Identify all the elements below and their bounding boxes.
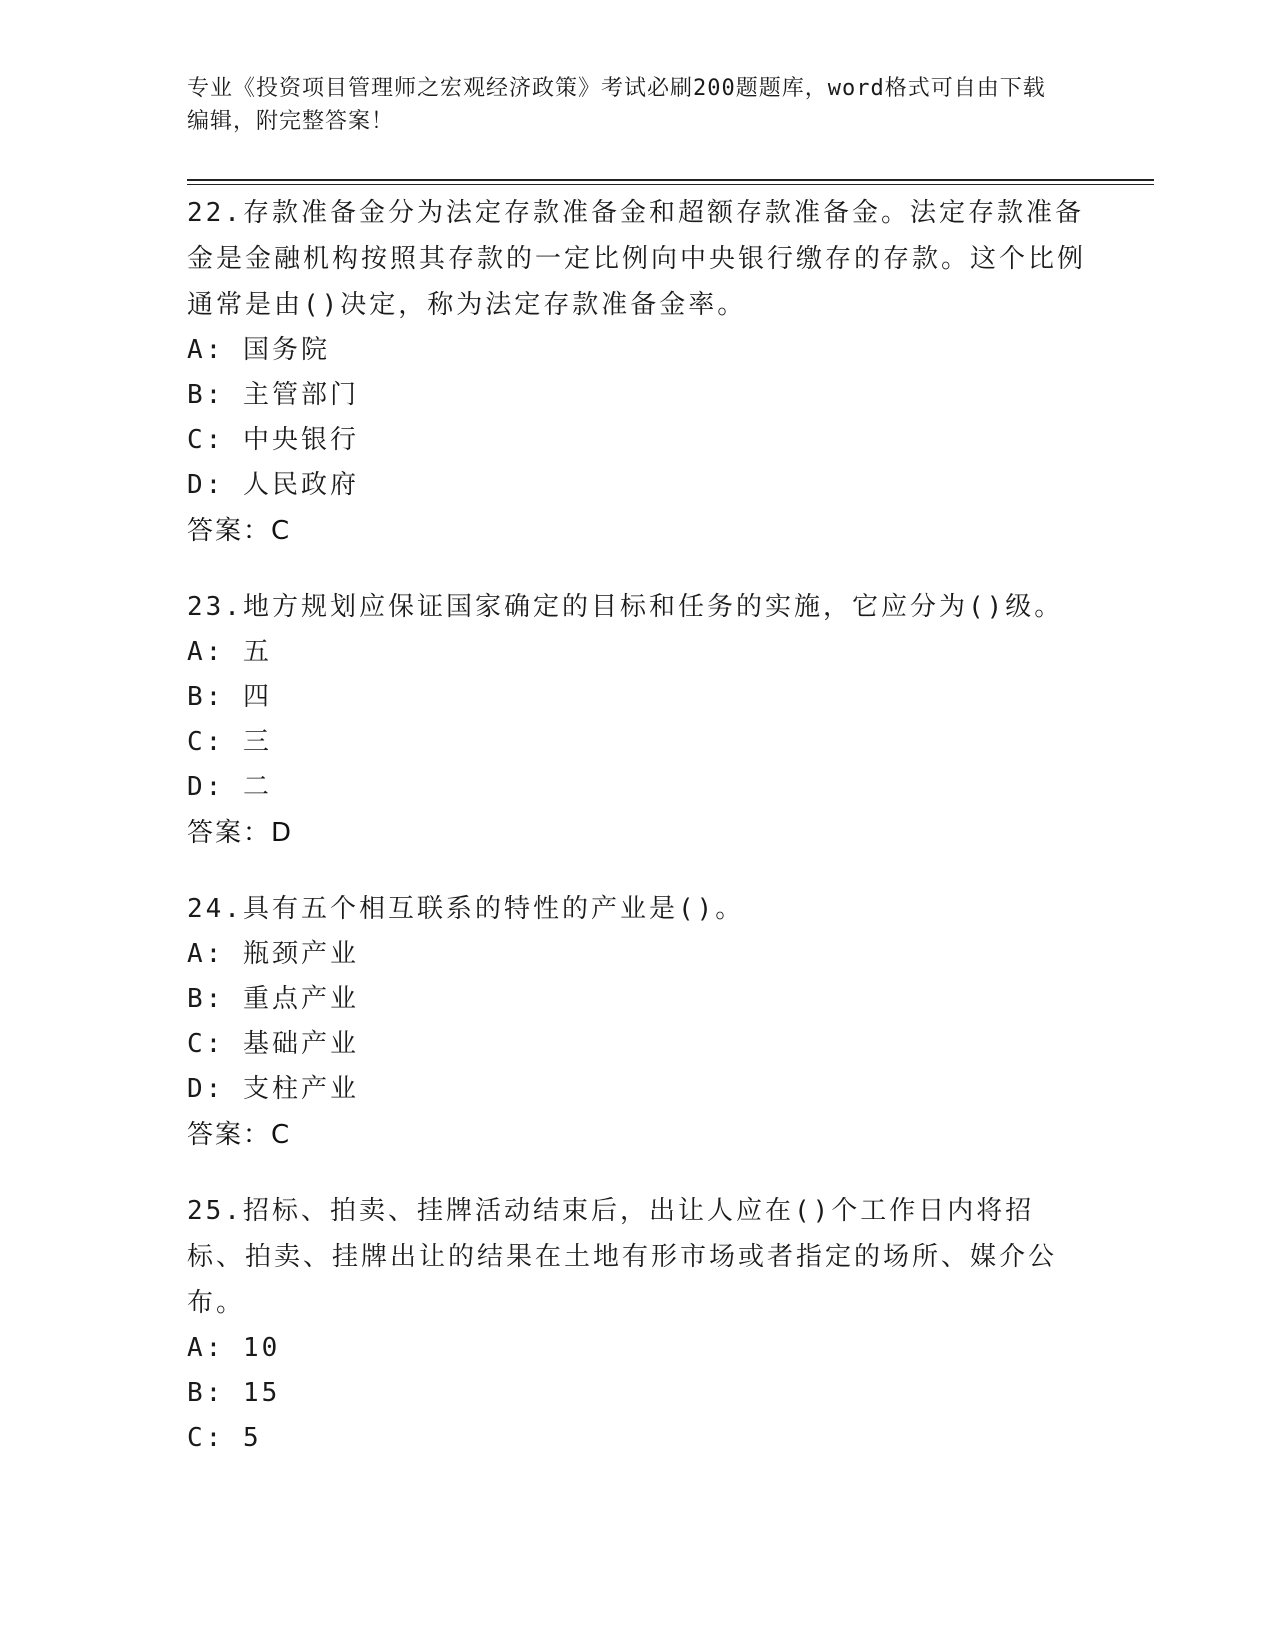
question-24 <box>187 886 1087 1158</box>
option-a: A: 瓶颈产业 <box>187 939 359 969</box>
option-b: B: 主管部门 <box>187 380 359 410</box>
header-divider-thin <box>187 184 1154 185</box>
option-a: A: 10 <box>187 1333 281 1363</box>
option-a: A: 五 <box>187 637 272 667</box>
answer: 答案：C <box>187 516 292 546</box>
option-d: D: 二 <box>187 772 272 802</box>
option-c: C: 5 <box>187 1423 262 1453</box>
option-c: C: 中央银行 <box>187 425 359 455</box>
option-b: B: 15 <box>187 1378 281 1408</box>
option-d: D: 支柱产业 <box>187 1074 359 1104</box>
question-list <box>187 190 1087 1491</box>
answer: 答案：D <box>187 818 294 848</box>
option-c: C: 基础产业 <box>187 1029 359 1059</box>
answer: 答案：C <box>187 1120 292 1150</box>
question-stem: 24.具有五个相互联系的特性的产业是()。 <box>187 894 745 924</box>
question-22 <box>187 190 1087 554</box>
question-25 <box>187 1188 1087 1461</box>
option-c: C: 三 <box>187 727 272 757</box>
question-23 <box>187 584 1087 856</box>
option-a: A: 国务院 <box>187 335 330 365</box>
option-d: D: 人民政府 <box>187 470 359 500</box>
header-divider-thick <box>187 179 1154 181</box>
question-stem: 25.招标、拍卖、挂牌活动结束后，出让人应在()个工作日内将招标、拍卖、挂牌出让的结果在土地有形市场或者指定的场所、媒介公布。 <box>187 1196 1058 1318</box>
question-stem: 22.存款准备金分为法定存款准备金和超额存款准备金。法定存款准备金是金融机构按照其存款的一定比例向中央银行缴存的存款。这个比例通常是由()决定，称为法定存款准备金率。 <box>187 198 1087 320</box>
option-b: B: 四 <box>187 682 272 712</box>
document-header: 专业《投资项目管理师之宏观经济政策》考试必刷200题题库，word格式可自由下载编辑，附完整答案！ <box>187 76 1046 134</box>
option-b: B: 重点产业 <box>187 984 359 1014</box>
question-stem: 23.地方规划应保证国家确定的目标和任务的实施，它应分为()级。 <box>187 592 1064 622</box>
